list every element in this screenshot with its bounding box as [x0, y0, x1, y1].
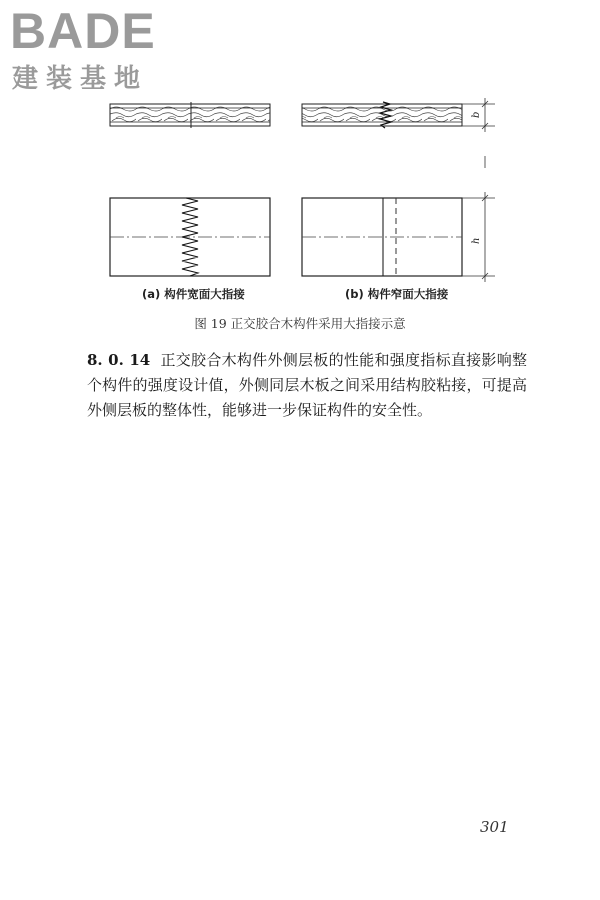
panel-b-section-view — [302, 102, 462, 128]
panel-b-elevation-view — [302, 198, 462, 276]
panel-a-elevation-view — [110, 198, 270, 276]
dimension-h — [462, 192, 495, 282]
dimension-h-label: h — [471, 237, 482, 244]
clause-number: 8. 0. 14 — [87, 351, 151, 369]
finger-joint-figure — [0, 0, 600, 310]
page-number: 301 — [480, 818, 509, 836]
logo-brand: BADE — [10, 3, 156, 59]
figure-caption: 图 19 正交胶合木构件采用大指接示意 — [194, 316, 406, 331]
clause-text: 正交胶合木构件外侧层板的性能和强度指标直接影响整个构件的强度设计值，外侧同层木板之间采用结构胶粘接，可提高外侧层板的整体性，能够进一步保证构件的安全性。 — [87, 351, 527, 419]
logo-subtitle: 建装基地 — [12, 64, 149, 94]
panel-a-section-view — [110, 102, 270, 128]
panel-b-caption: (b) 构件窄面大指接 — [345, 287, 449, 301]
dimension-b — [462, 98, 495, 132]
panel-a-caption: (a) 构件宽面大指接 — [142, 287, 245, 301]
clause-paragraph — [87, 348, 527, 423]
dimension-b-label: b — [471, 111, 482, 118]
